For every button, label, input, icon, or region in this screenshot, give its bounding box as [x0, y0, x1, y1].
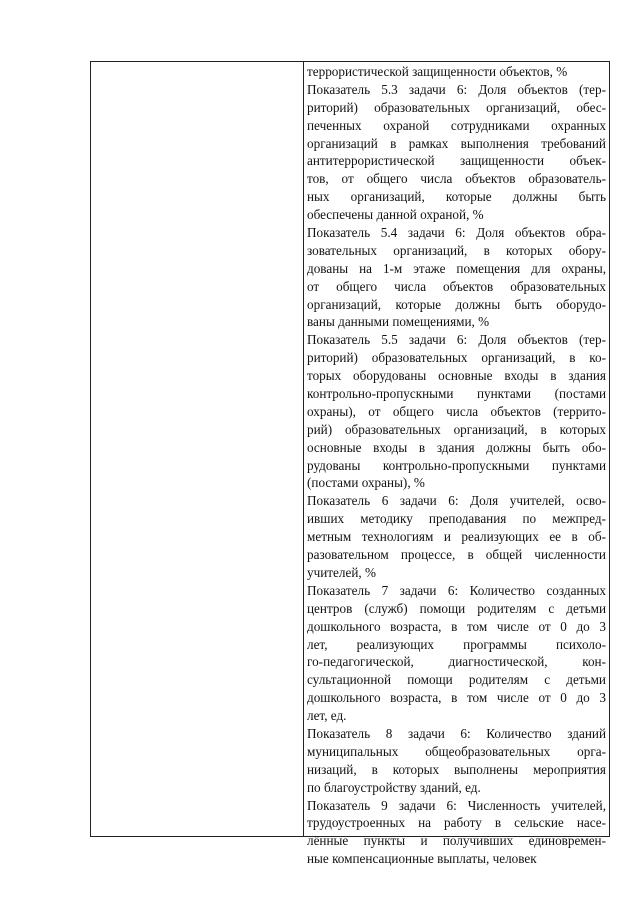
text-line: ные компенсационные выплаты, человек: [307, 851, 537, 867]
text-paragraph: [307, 797, 606, 869]
text-line: основные входы в здания должны быть обо-: [307, 439, 606, 455]
text-line: печенных охраной сотрудниками охранных: [307, 117, 606, 133]
text-line: метным технологиям и реализующих ее в об-: [307, 529, 606, 545]
text-paragraph: [307, 582, 606, 725]
text-line: муниципальных общеобразовательных орга-: [307, 743, 606, 759]
text-line: дованы на 1-м этаже помещения для охраны,: [307, 260, 606, 276]
text-line: Показатель 7 задачи 6: Количество созданных: [307, 582, 606, 598]
text-line: организаций в рамках выполнения требований: [307, 135, 606, 151]
text-line: контрольно-пропускными пунктами (постами: [307, 386, 606, 402]
text-line: лет, ед.: [307, 708, 347, 724]
text-line: лённые пункты и получивших единовремен-: [307, 833, 606, 849]
text-line: рий) образовательных организаций, в которых: [307, 421, 606, 437]
text-line: Показатель 9 задачи 6: Численность учителей,: [307, 797, 606, 813]
text-line: центров (служб) помощи родителям с детьми: [307, 600, 606, 616]
text-line: по благоустройству зданий, ед.: [307, 779, 481, 795]
text-line: ваны данными помещениями, %: [307, 314, 490, 330]
text-line: сультационной помощи родителям с детьми: [307, 672, 606, 688]
text-line: ивших методику преподавания по межпред-: [307, 511, 606, 527]
text-line: торых оборудованы основные входы в здания: [307, 368, 606, 384]
text-line: Показатель 6 задачи 6: Доля учителей, осво-: [307, 493, 606, 509]
text-line: Показатель 5.3 задачи 6: Доля объектов (тер-: [307, 81, 606, 97]
text-line: низаций, в которых выполнены мероприятия: [307, 761, 606, 777]
text-line: антитеррористической защищенности объек-: [307, 153, 606, 169]
text-line: от общего числа объектов образовательных: [307, 278, 606, 294]
text-line: Показатель 5.5 задачи 6: Доля объектов (тер-: [307, 332, 606, 348]
text-paragraph: [307, 63, 606, 81]
text-line: тов, от общего числа объектов образователь-: [307, 171, 606, 187]
text-line: риторий) образовательных организаций, в ко-: [307, 350, 606, 366]
text-line: учителей, %: [307, 564, 376, 580]
text-line: риторий) образовательных организаций, обес-: [307, 99, 606, 115]
text-paragraph: [307, 725, 606, 797]
text-paragraph: [307, 224, 606, 331]
text-line: обеспечены данной охраной, %: [307, 207, 484, 223]
table-cell-left: [91, 62, 304, 836]
text-line: ных организаций, которые должны быть: [307, 189, 606, 205]
text-line: Показатель 8 задачи 6: Количество зданий: [307, 725, 606, 741]
text-line: зовательных организаций, в которых обору-: [307, 242, 606, 258]
text-paragraph: [307, 81, 606, 224]
text-line: террористической защищенности объектов, %: [307, 64, 568, 79]
text-line: (постами охраны), %: [307, 475, 425, 491]
text-line: охраны), от общего числа объектов (террито-: [307, 403, 606, 419]
table-cell-right: [304, 62, 609, 867]
text-line: го-педагогической, диагностической, кон-: [307, 654, 606, 670]
text-line: разовательном процессе, в общей численности: [307, 547, 606, 563]
document-table: [90, 61, 610, 867]
text-line: лет, реализующих программы психоло-: [307, 636, 606, 652]
text-paragraph: [307, 331, 606, 492]
text-line: трудоустроенных на работу в сельские насе-: [307, 815, 606, 831]
text-line: дошкольного возраста, в том числе от 0 до 3: [307, 690, 606, 706]
text-paragraph: [307, 492, 606, 581]
text-line: Показатель 5.4 задачи 6: Доля объектов обра-: [307, 225, 606, 241]
text-line: рудованы контрольно-пропускными пунктами: [307, 457, 606, 473]
text-line: организаций, которые должны быть оборудо-: [307, 296, 606, 312]
text-line: дошкольного возраста, в том числе от 0 до 3: [307, 618, 606, 634]
